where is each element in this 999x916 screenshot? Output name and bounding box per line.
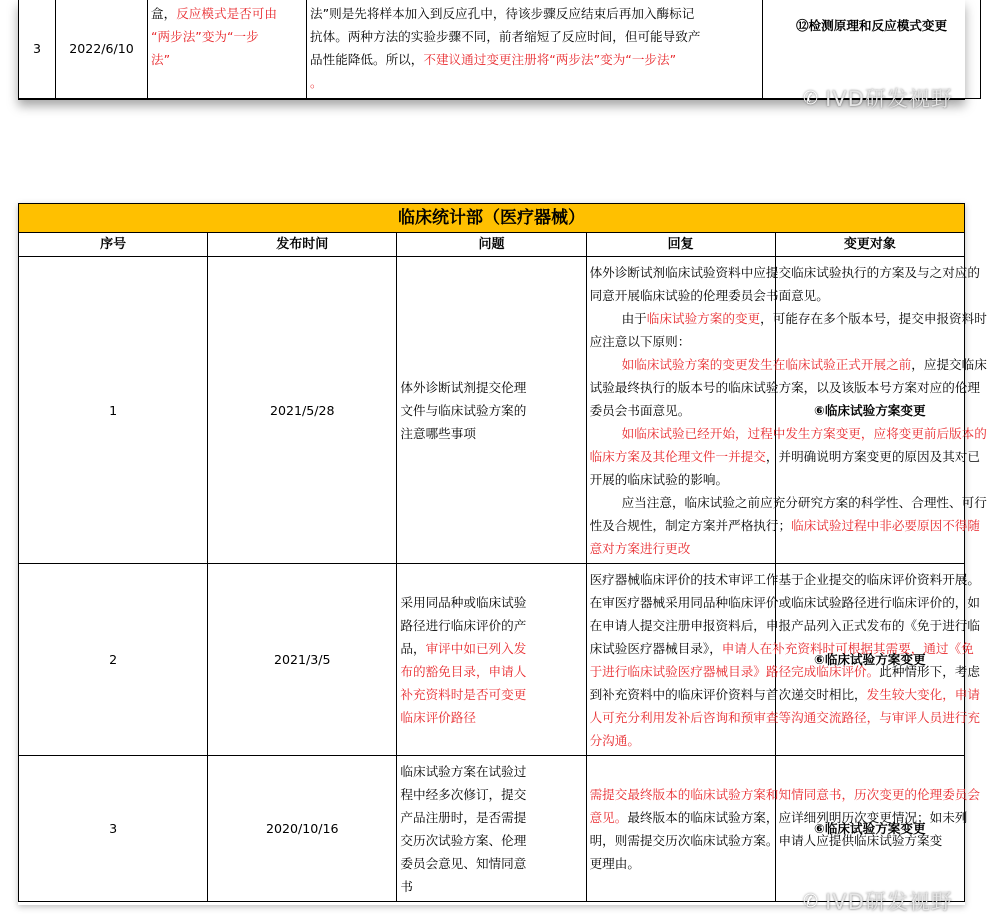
body-text: 此种情形下，考虑 — [879, 663, 980, 679]
text-line — [400, 376, 583, 399]
text-line — [151, 25, 304, 48]
body-text: 同意开展临床试验的伦理委员会书面意见。 — [589, 287, 829, 303]
row-date: 2021/3/5 — [208, 564, 397, 756]
highlighted-text: 分沟通。 — [589, 732, 640, 748]
row-question — [148, 0, 307, 98]
header-reply: 回复 — [586, 233, 775, 257]
text-line — [400, 422, 583, 445]
highlighted-text: 申请人在补充资料时可根据其需要，通过《免 — [721, 640, 974, 656]
body-text: 在审医疗器械采用同品种临床评价或临床试验路径进行临床评价的，如 — [589, 594, 980, 610]
row-date: 2020/10/16 — [208, 756, 397, 902]
text-line — [400, 660, 583, 683]
body-text: 委员会书面意见。 — [589, 402, 691, 418]
row-change-target: ⑥临床试验方案变更 — [775, 564, 964, 756]
text-line — [310, 2, 760, 25]
highlighted-text: 如临床试验方案的变更发生在临床试验正式开展之前 — [621, 356, 912, 372]
body-text: ，并明确说明方案变更的原因及其对已 — [765, 448, 980, 464]
body-text: 体外诊断试剂临床试验资料中应提交临床试验执行的方案及与之对应的 — [589, 264, 980, 280]
row-question — [397, 756, 586, 902]
body-text: 床试验医疗器械目录》， — [589, 640, 722, 656]
row-change-target: ⑥临床试验方案变更 — [775, 257, 964, 564]
row-number: 2 — [19, 564, 208, 756]
row-question — [397, 257, 586, 564]
text-line — [151, 48, 304, 71]
watermark-top — [803, 83, 953, 113]
highlighted-text: 临床试验过程中非必要原因不得随 — [791, 517, 980, 533]
body-text: 在申请人提交注册申报资料后，申报产品列入正式发布的《免于进行临 — [589, 617, 980, 633]
text-line — [400, 783, 583, 806]
highlighted-text: 不建议通过变更注册将“两步法”变为“一步法” — [423, 52, 677, 67]
highlighted-text: 法” — [151, 52, 171, 67]
header-date: 发布时间 — [208, 233, 397, 257]
wechat-icon: ✆ — [803, 890, 820, 912]
highlighted-text: 人可充分利用发补后咨询和预审查等沟通交流路径，与审评人员进行充 — [589, 709, 980, 725]
text-line — [590, 729, 773, 752]
text-line — [589, 261, 980, 284]
row-reply — [307, 0, 763, 98]
body-text: 到补充资料中的临床评价资料与首次递交时相比， — [589, 686, 867, 702]
highlighted-text: 审评中如已列入发 — [425, 640, 527, 656]
highlighted-text: 于进行临床试验医疗器械目录》路径完成临床评价。 — [589, 663, 880, 679]
table-title: 临床统计部（医疗器械） — [19, 204, 965, 233]
body-text: 更理由。 — [589, 855, 640, 871]
row-question — [397, 564, 586, 756]
text-line — [589, 376, 980, 399]
body-text: 法”则是先将样本加入到反应孔中，待该步骤反应结束后再加入酶标记 — [310, 6, 695, 21]
text-line — [400, 852, 583, 875]
body-text: 路径进行临床评价的产 — [400, 617, 527, 633]
text-line — [589, 491, 987, 514]
clinical-statistics-table — [18, 203, 987, 902]
body-text: 采用同品种或临床试验 — [400, 594, 527, 610]
text-line — [590, 422, 987, 445]
highlighted-text: 意对方案进行更改 — [589, 540, 691, 556]
text-line — [589, 829, 943, 852]
body-text: 书 — [400, 878, 413, 894]
body-text: 产品注册时，是否需提 — [400, 809, 527, 825]
body-text — [590, 426, 622, 441]
row-change-target: ⑥临床试验方案变更 — [775, 756, 964, 902]
body-text: 盒， — [151, 6, 177, 21]
highlighted-text: 反应模式是否可由 — [176, 6, 277, 21]
highlighted-text: “两步法”变为“一步 — [151, 29, 259, 44]
body-text: 应注意以下原则： — [589, 333, 691, 349]
watermark-text: IVD研发视野 — [825, 890, 953, 914]
text-line — [400, 875, 583, 898]
text-line — [590, 468, 773, 491]
text-line — [589, 591, 980, 614]
header-target: 变更对象 — [775, 233, 964, 257]
text-line — [310, 71, 760, 94]
text-line — [310, 25, 760, 48]
text-line — [590, 330, 773, 353]
text-line — [589, 706, 980, 729]
text-line — [590, 537, 773, 560]
text-line — [590, 399, 773, 422]
highlighted-text: 发生较大变化，申请 — [866, 686, 980, 702]
body-text: 医疗器械临床评价的技术审评工作基于企业提交的临床评价资料开展。 — [589, 571, 980, 587]
table-row — [19, 564, 965, 756]
table-header-row — [19, 233, 965, 257]
header-no: 序号 — [19, 233, 208, 257]
text-line — [589, 568, 980, 591]
text-line — [400, 614, 583, 637]
clinical-statistics-sheet — [18, 203, 987, 905]
body-text — [590, 357, 622, 372]
body-text: 交历次试验方案、伦理 — [400, 832, 527, 848]
watermark-bottom — [803, 886, 953, 916]
text-line — [589, 660, 980, 683]
text-line — [589, 445, 980, 468]
highlighted-text: 意见。 — [589, 809, 628, 825]
body-text: 应当注意，临床试验之前应充分研究方案的科学性、合理性、可行 — [589, 494, 987, 510]
text-line — [310, 48, 760, 71]
text-line — [400, 706, 583, 729]
body-text: 临床试验方案在试验过 — [400, 763, 527, 779]
body-text: 文件与临床试验方案的 — [400, 402, 527, 418]
body-text: 性及合规性，制定方案并严格执行； — [589, 517, 792, 533]
table-row — [19, 756, 965, 902]
text-line — [589, 614, 980, 637]
watermark-text: IVD研发视野 — [825, 87, 953, 111]
highlighted-text: 需提交最终版本的临床试验方案和知情同意书，历次变更的伦理委员会 — [589, 786, 980, 802]
body-text: 试验最终执行的版本号的临床试验方案，以及该版本号方案对应的伦理 — [589, 379, 980, 395]
text-line — [589, 307, 987, 330]
highlighted-text: 临床试验方案的变更 — [646, 310, 761, 326]
highlighted-text: 。 — [310, 75, 323, 90]
text-line — [400, 637, 583, 660]
text-line — [400, 591, 583, 614]
body-text: 体外诊断试剂提交伦理 — [400, 379, 527, 395]
row-change-target: ⑫检测原理和反应模式变更 — [763, 0, 981, 98]
header-question: 问题 — [397, 233, 586, 257]
body-text: 程中经多次修订，提交 — [400, 786, 527, 802]
row-date: 2021/5/28 — [208, 257, 397, 564]
highlighted-text: 补充资料时是否可变更 — [400, 686, 527, 702]
table-row — [19, 257, 965, 564]
row-number: 3 — [19, 756, 208, 902]
row-number: 1 — [19, 257, 208, 564]
text-line — [400, 760, 583, 783]
text-line — [589, 683, 980, 706]
body-text: 品性能降低。所以， — [310, 52, 424, 67]
text-line — [589, 514, 980, 537]
text-line — [589, 783, 980, 806]
table-title-row — [19, 204, 965, 233]
body-text: 开展的临床试验的影响。 — [589, 471, 729, 487]
body-text: ，可能存在多个版本号，提交申报资料时 — [760, 310, 987, 326]
body-text: 委员会意见、知情同意 — [400, 855, 527, 871]
body-text: 抗体。两种方法的实验步骤不同，前者缩短了反应时间，但可能导致产 — [310, 29, 701, 44]
text-line — [400, 683, 583, 706]
highlighted-text: 布的豁免目录，申请人 — [400, 663, 527, 679]
text-line — [590, 852, 773, 875]
text-line — [589, 284, 829, 307]
body-text: ，应提交临床 — [911, 356, 987, 372]
text-line — [151, 2, 304, 25]
wechat-icon: ✆ — [803, 87, 820, 109]
body-text: 明，则需提交历次临床试验方案。申请人应提供临床试验方案变 — [589, 832, 943, 848]
text-line — [400, 399, 583, 422]
text-line — [590, 353, 987, 376]
text-line — [400, 829, 583, 852]
highlighted-text: 临床评价路径 — [400, 709, 476, 725]
row-date: 2022/6/10 — [56, 0, 148, 98]
highlighted-text: 临床方案及其伦理文件一并提交 — [589, 448, 766, 464]
body-text: 由于 — [589, 310, 647, 326]
row-number: 3 — [19, 0, 56, 98]
body-text: 注意哪些事项 — [400, 425, 476, 441]
body-text: 最终版本的临床试验方案，应详细列明历次变更情况；如未列 — [627, 809, 968, 825]
body-text: 品， — [400, 640, 426, 656]
highlighted-text: 如临床试验已经开始，过程中发生方案变更，应将变更前后版本的 — [621, 425, 987, 441]
text-line — [400, 806, 583, 829]
